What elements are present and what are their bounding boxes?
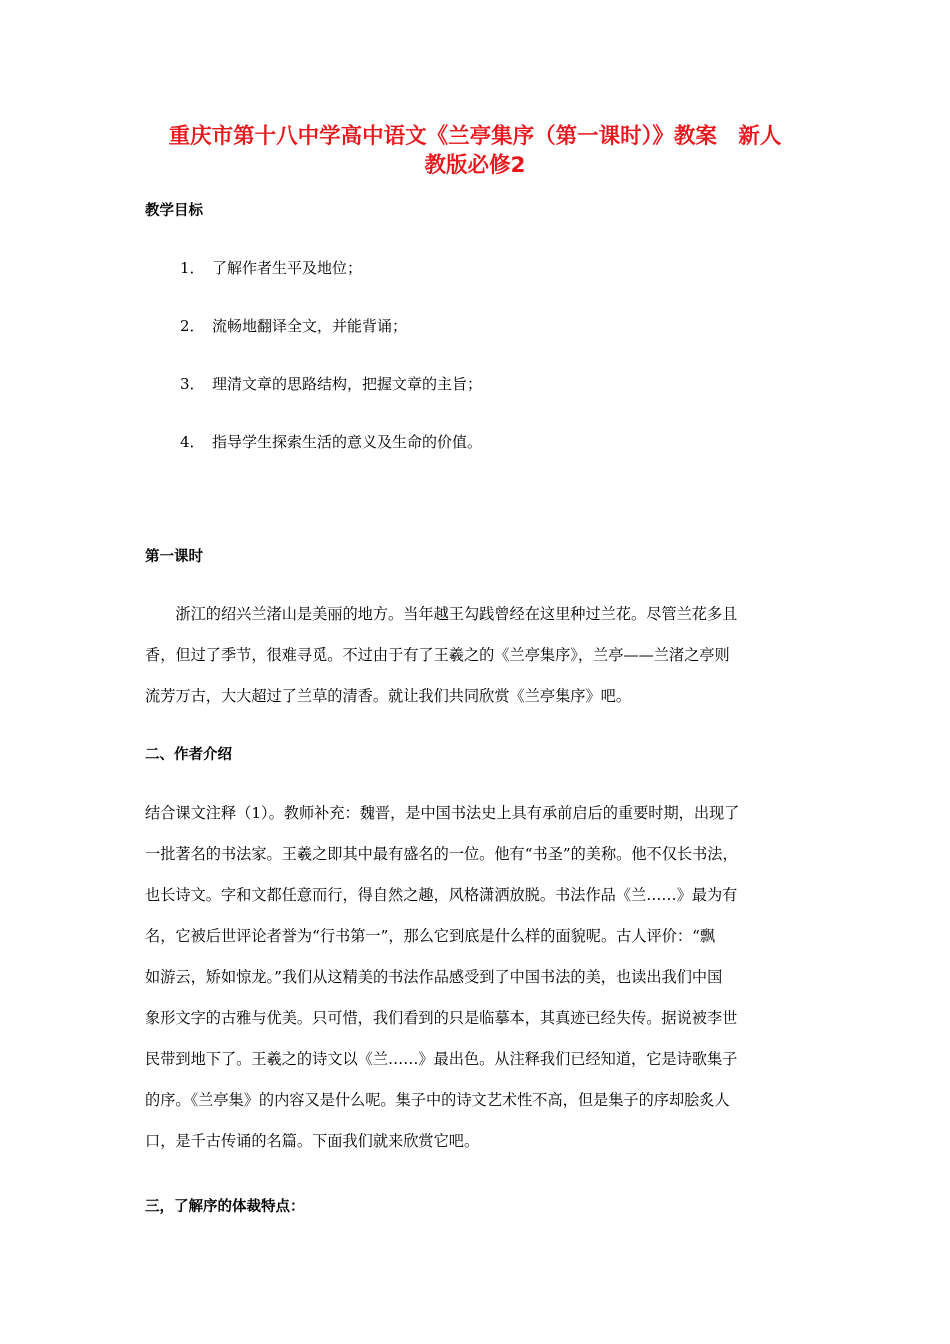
objective-item-2 <box>180 316 407 336</box>
heading-teaching-goals: 教学目标 <box>145 203 203 219</box>
objective-item-4 <box>180 432 482 452</box>
objective-number: 1． <box>180 259 205 277</box>
paragraph-line: 象形文字的古雅与优美。只可惜，我们看到的只是临摹本，其真迹已经失传。据说被李世 <box>145 1009 738 1027</box>
paragraph-line: 口，是千古传诵的名篇。下面我们就来欣赏它吧。 <box>145 1132 480 1150</box>
paragraph-line: 结合课文注释（1）。教师补充：魏晋，是中国书法史上具有承前启后的重要时期，出现了 <box>145 804 740 822</box>
paragraph-line: 流芳万古，大大超过了兰草的清香。就让我们共同欣赏《兰亭集序》吧。 <box>145 687 631 705</box>
objective-text: 流畅地翻译全文，并能背诵； <box>212 317 408 335</box>
heading-first-lesson: 第一课时 <box>145 549 203 565</box>
paragraph-line: 浙江的绍兴兰渚山是美丽的地方。当年越王勾践曾经在这里种过兰花。尽管兰花多且 <box>145 605 738 623</box>
objective-text: 理清文章的思路结构，把握文章的主旨； <box>212 375 483 393</box>
paragraph-line: 香，但过了季节，很难寻觅。不过由于有了王羲之的《兰亭集序》，兰亭——兰渚之亭则 <box>145 646 730 664</box>
title-line-1: 重庆市第十八中学高中语文《兰亭集序（第一课时）》教案 新人 <box>168 124 782 149</box>
objective-number: 4． <box>180 433 205 451</box>
objective-text: 指导学生探索生活的意义及生命的价值。 <box>212 433 483 451</box>
heading-preface-genre: 三，了解序的体裁特点： <box>145 1199 305 1215</box>
paragraph-line: 民带到地下了。王羲之的诗文以《兰……》最出色。从注释我们已经知道，它是诗歌集子 <box>145 1050 738 1068</box>
paragraph-line: 名，它被后世评论者誉为“行书第一”，那么它到底是什么样的面貌呢。古人评价：“飘 <box>145 927 716 945</box>
paragraph-line: 的序。《兰亭集》的内容又是什么呢。集子中的诗文艺术性不高，但是集子的序却脍炙人 <box>145 1091 730 1109</box>
paragraph-line: 如游云，矫如惊龙。”我们从这精美的书法作品感受到了中国书法的美，也读出我们中国 <box>145 968 723 986</box>
objective-item-3 <box>180 374 482 394</box>
heading-author-intro: 二、作者介绍 <box>145 747 232 763</box>
document-title <box>120 122 830 180</box>
objective-text: 了解作者生平及地位； <box>212 259 363 277</box>
title-line-2: 教版必修2 <box>424 153 526 178</box>
paragraph-line: 一批著名的书法家。王羲之即其中最有盛名的一位。他有“书圣”的美称。他不仅长书法， <box>145 845 738 863</box>
objective-number: 3． <box>180 375 205 393</box>
objective-number: 2． <box>180 317 205 335</box>
paragraph-line: 也长诗文。字和文都任意而行，得自然之趣，风格潇洒放脱。书法作品《兰……》最为有 <box>145 886 738 904</box>
objective-item-1 <box>180 258 362 278</box>
